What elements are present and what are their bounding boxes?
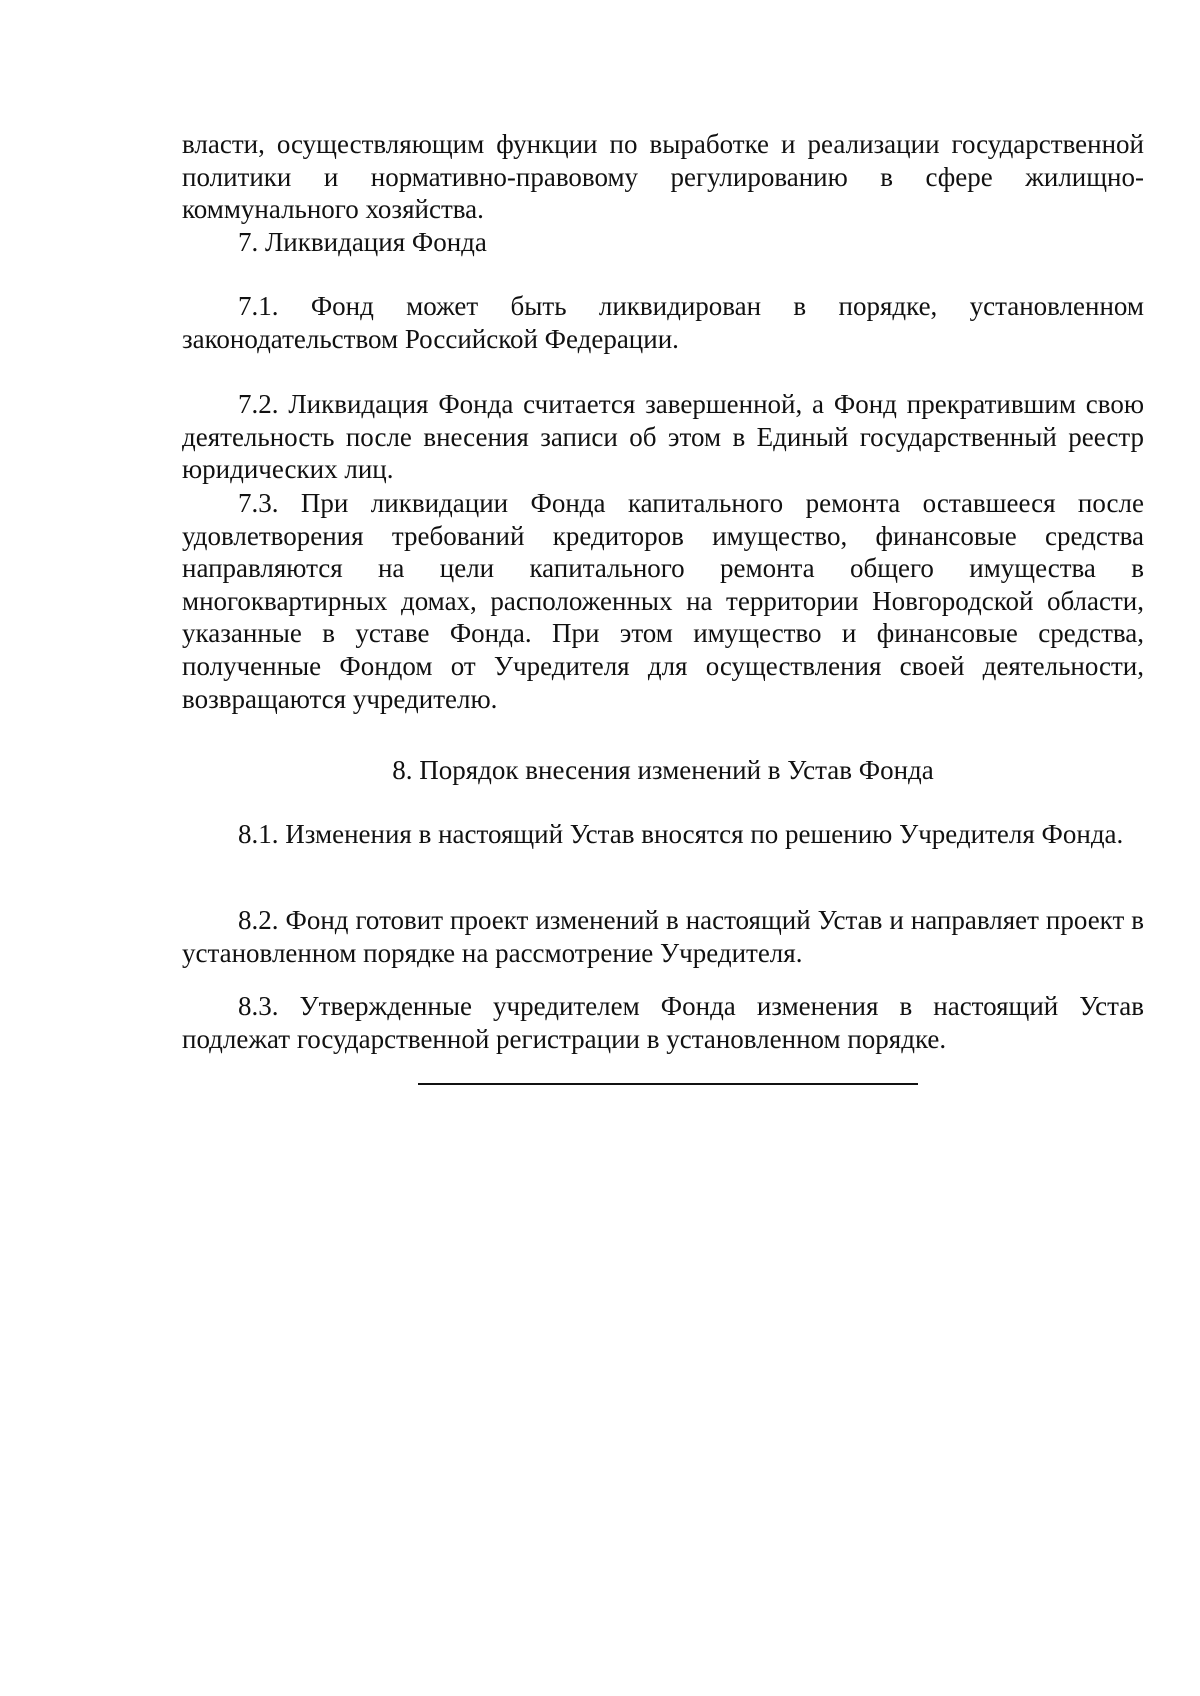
paragraph-7-1: 7.1. Фонд может быть ликвидирован в порядке, установленном законодательством Российской Федерации. bbox=[182, 291, 1144, 354]
end-of-document-rule bbox=[418, 1083, 918, 1085]
paragraph-7-3: 7.3. При ликвидации Фонда капитального ремонта оставшееся после удовлетворения требований кредиторов имущество, финансовые средства направляются на цели капитального ремонта общего имущества в многоквартирных домах, расположенных на территории Новгородской области, указанные в уставе Фонда. При этом имущество и финансовые средства, полученные Фондом от Учредителя для осуществления своей деятельности, возвращаются учредителю. bbox=[182, 488, 1144, 714]
section-7-heading: 7. Ликвидация Фонда bbox=[238, 227, 487, 257]
paragraph-8-3: 8.3. Утвержденные учредителем Фонда изменения в настоящий Устав подлежат государственной регистрации в установленном порядке. bbox=[182, 991, 1144, 1054]
continuation-paragraph: власти, осуществляющим функции по выработке и реализации государственной политики и нормативно-правовому регулированию в сфере жилищно-коммунального хозяйства. bbox=[182, 129, 1144, 225]
paragraph-8-1: 8.1. Изменения в настоящий Устав вносятся по решению Учредителя Фонда. bbox=[238, 819, 1124, 849]
section-8-heading: 8. Порядок внесения изменений в Устав Фонда bbox=[392, 755, 934, 785]
paragraph-8-2: 8.2. Фонд готовит проект изменений в настоящий Устав и направляет проект в установленном порядке на рассмотрение Учредителя. bbox=[182, 905, 1144, 968]
paragraph-7-2: 7.2. Ликвидация Фонда считается завершенной, а Фонд прекратившим свою деятельность после внесения записи об этом в Единый государственный реестр юридических лиц. bbox=[182, 389, 1144, 485]
